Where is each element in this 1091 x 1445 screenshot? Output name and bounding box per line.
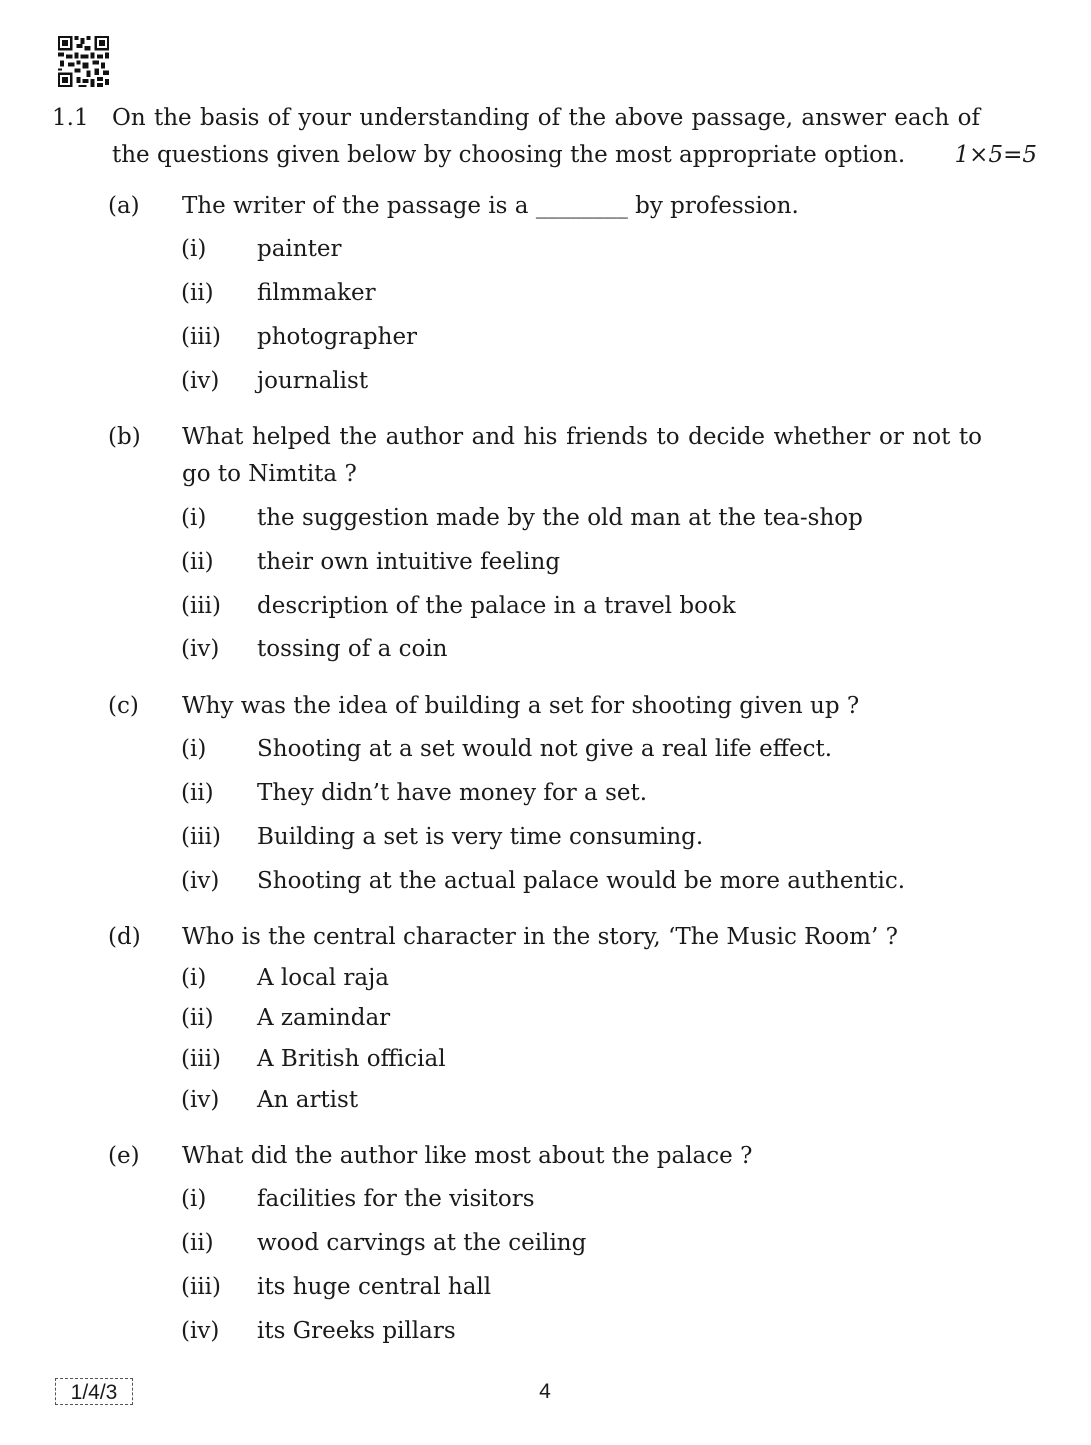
option-number: (iii): [181, 324, 222, 350]
option-number: (ii): [181, 780, 214, 806]
option-number: (ii): [181, 280, 214, 306]
option-text: A local raja: [257, 965, 389, 991]
page-number: 4: [539, 1380, 551, 1403]
subquestion-text: Who is the central character in the story, ‘The Music Room’ ?: [182, 924, 898, 950]
option-text: Shooting at the actual palace would be more authentic.: [257, 868, 906, 894]
question-line-1: On the basis of your understanding of the above passage, answer each of: [112, 105, 980, 131]
option-text: A zamindar: [257, 1005, 391, 1031]
qr-code-icon: [58, 36, 109, 87]
option-text: A British official: [257, 1046, 446, 1072]
option-text: painter: [257, 236, 342, 262]
option-text: They didn’t have money for a set.: [257, 780, 648, 806]
option-number: (iv): [181, 636, 220, 662]
option-number: (iv): [181, 1087, 220, 1113]
option-text: Building a set is very time consuming.: [257, 824, 704, 850]
option-number: (iv): [181, 368, 220, 394]
question-line-2: the questions given below by choosing the most appropriate option.: [112, 142, 906, 168]
option-number: (iii): [181, 593, 222, 619]
subquestion-label: (d): [108, 924, 141, 950]
option-text: their own intuitive feeling: [257, 549, 561, 575]
option-number: (iii): [181, 1046, 222, 1072]
subquestion-text: What helped the author and his friends to decide whether or not to go to Nimtita ?: [182, 424, 982, 487]
option-number: (iv): [181, 1318, 220, 1344]
subquestion-label: (e): [108, 1143, 140, 1169]
option-number: (i): [181, 236, 207, 262]
subquestion-label: (b): [108, 424, 141, 450]
subquestion-text: What did the author like most about the palace ?: [182, 1143, 753, 1169]
option-text: its huge central hall: [257, 1274, 492, 1300]
subquestion-label: (c): [108, 693, 139, 719]
subquestion-text: Why was the idea of building a set for shooting given up ?: [182, 693, 860, 719]
question-marks: 1×5=5: [954, 142, 1037, 168]
option-text: filmmaker: [257, 280, 376, 306]
option-text: wood carvings at the ceiling: [257, 1230, 587, 1256]
option-text: journalist: [257, 368, 369, 394]
option-number: (i): [181, 1186, 207, 1212]
option-number: (iv): [181, 868, 220, 894]
option-number: (i): [181, 965, 207, 991]
option-number: (ii): [181, 1005, 214, 1031]
option-number: (i): [181, 736, 207, 762]
option-number: (iii): [181, 1274, 222, 1300]
option-number: (i): [181, 505, 207, 531]
question-number: 1.1: [52, 105, 89, 131]
option-number: (ii): [181, 549, 214, 575]
option-number: (ii): [181, 1230, 214, 1256]
question-instruction: [112, 100, 980, 174]
option-text: photographer: [257, 324, 418, 350]
option-text: its Greeks pillars: [257, 1318, 456, 1344]
option-number: (iii): [181, 824, 222, 850]
option-text: the suggestion made by the old man at the tea-shop: [257, 505, 863, 531]
option-text: tossing of a coin: [257, 636, 448, 662]
option-text: Shooting at a set would not give a real life effect.: [257, 736, 833, 762]
subquestion-text: The writer of the passage is a ________ by profession.: [182, 193, 799, 219]
paper-code: 1/4/3: [55, 1378, 133, 1405]
option-text: An artist: [257, 1087, 359, 1113]
option-text: description of the palace in a travel book: [257, 593, 736, 619]
subquestion-label: (a): [108, 193, 140, 219]
option-text: facilities for the visitors: [257, 1186, 535, 1212]
